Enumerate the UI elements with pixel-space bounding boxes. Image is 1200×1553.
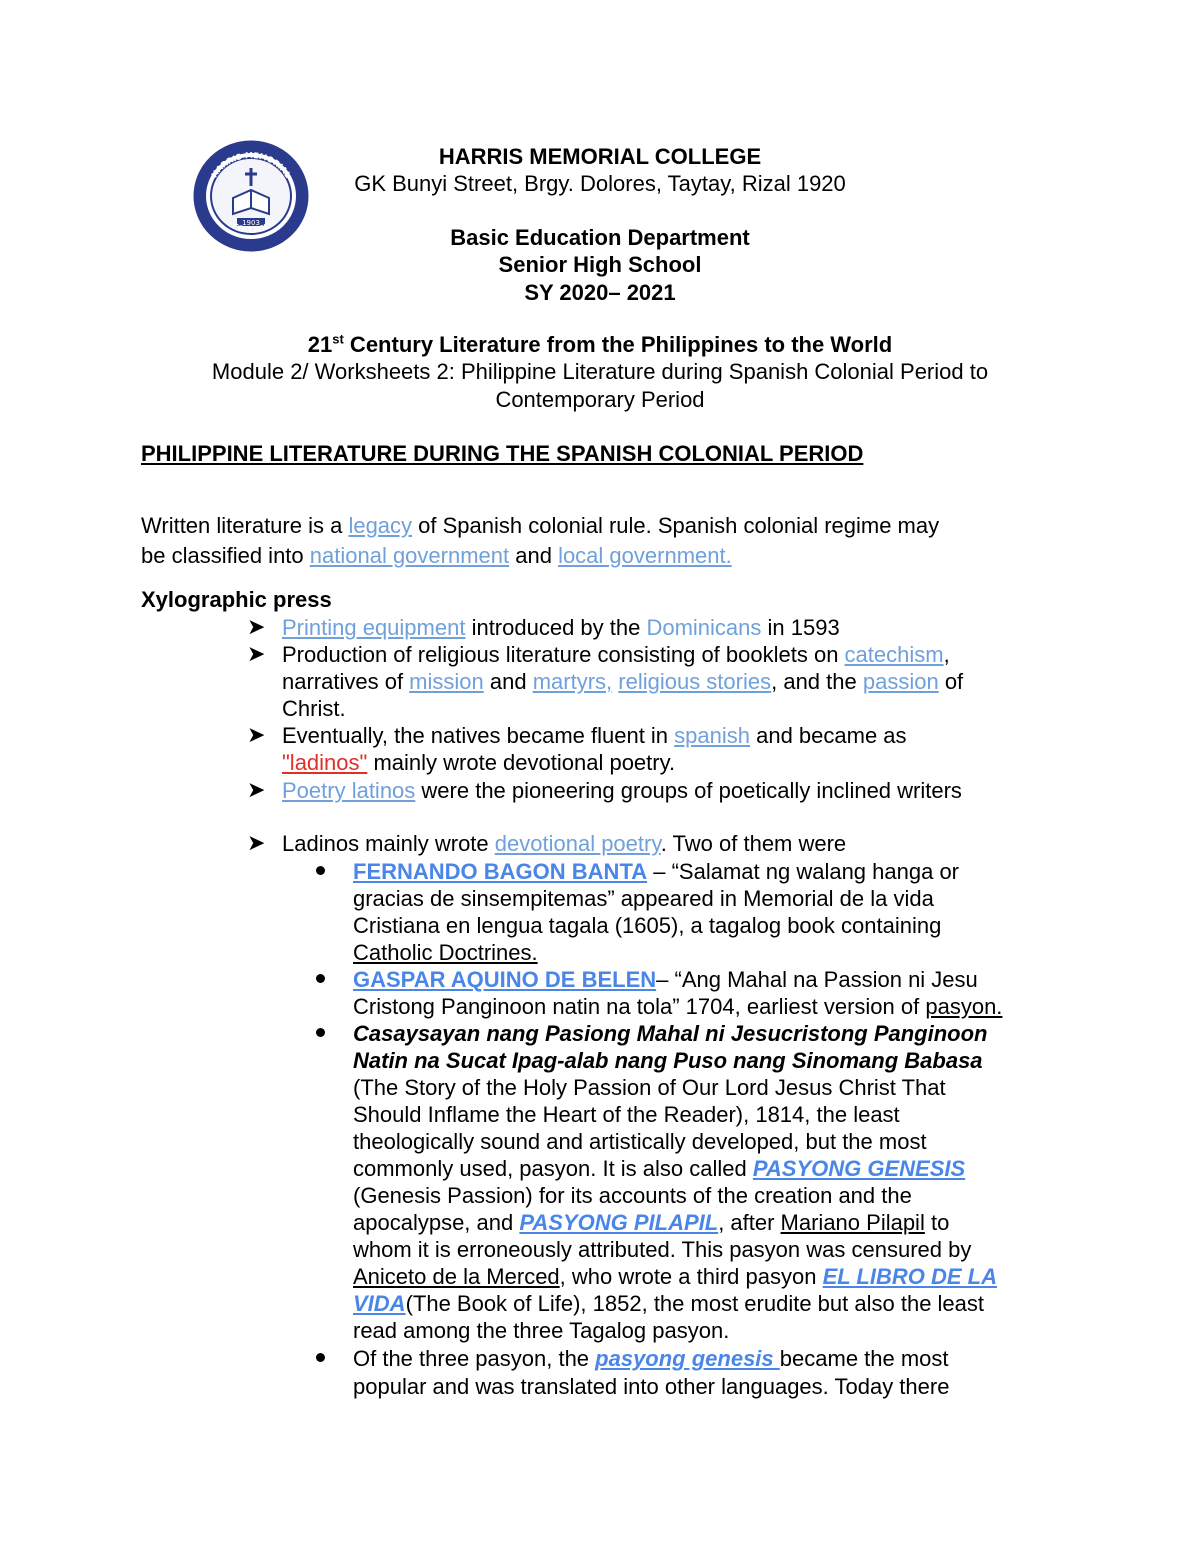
sub-1-line-4: Catholic Doctrines. [353,940,538,965]
section-heading: PHILIPPINE LITERATURE DURING THE SPANISH COLONIAL PERIOD [141,441,864,466]
sub-4-line-1: Of the three pasyon, the pasyong genesis became the most [353,1346,949,1371]
xylo-bullet-3-line-2: "ladinos" mainly wrote devotional poetry. [282,750,676,775]
arrow-bullet-icon: ➤ [247,641,266,666]
sub-1-line-2: gracias de sinsempitemas” appeared in Memorial de la vida [353,886,934,911]
sub-2-line-2: Cristong Panginoon natin na tola” 1704, earliest version of pasyon. [353,994,1003,1019]
school-level: Senior High School [498,252,702,277]
link-mission[interactable]: mission [409,669,484,694]
module-line-1: Module 2/ Worksheets 2: Philippine Literature during Spanish Colonial Period to [211,359,989,384]
sub-4-line-2: popular and was translated into other languages. Today there [353,1374,950,1399]
intro-line-1: Written literature is a legacy of Spanish colonial rule. Spanish colonial regime may [141,513,940,538]
xylo-bullet-2-line-3: Christ. [282,696,346,721]
link-legacy[interactable]: legacy [348,513,413,538]
link-local-government[interactable]: local government. [558,543,732,568]
sub-3-line-10: Aniceto de la Merced, who wrote a third pasyon EL LIBRO DE LA [353,1264,997,1289]
link-pasyong-genesis-2[interactable]: pasyong genesis [595,1346,780,1371]
svg-text:COLLEGE: COLLEGE [230,221,272,235]
link-fernando-bagon-banta[interactable]: FERNANDO BAGON BANTA [353,859,648,884]
sub-3-line-2: Natin na Sucat Ipag-alab nang Puso nang Sinomang Babasa [353,1048,983,1073]
link-religious-stories[interactable]: religious stories [618,669,772,694]
xylo-bullet-4: Poetry latinos were the pioneering groups of poetically inclined writers [282,778,962,803]
sub-2-line-1: GASPAR AQUINO DE BELEN– “Ang Mahal na Passion ni Jesu [353,967,978,992]
xylo-bullet-1: Printing equipment introduced by the Dominicans in 1593 [282,615,840,640]
sub-1-line-3: Cristiana en lengua tagala (1605), a tagalog book containing [353,913,942,938]
sub-3-line-6: commonly used, pasyon. It is also called PASYONG GENESIS [353,1156,966,1181]
intro-line-2: be classified into national government and local government. [141,543,732,568]
department-name: Basic Education Department [450,225,750,250]
link-el-libro-de-la-vida[interactable]: EL LIBRO DE LA [822,1264,997,1289]
link-pasyong-genesis[interactable]: PASYONG GENESIS [752,1156,966,1181]
link-ladinos[interactable]: "ladinos" [282,750,368,775]
bullet-dot-icon [316,866,325,875]
course-title: 21st Century Literature from the Philippines to the World [307,331,893,357]
link-catechism[interactable]: catechism [844,642,944,667]
link-martyrs[interactable]: martyrs, [532,669,613,694]
link-vida[interactable]: VIDA [353,1291,406,1316]
sub-3-line-12: read among the three Tagalog pasyon. [353,1318,730,1343]
arrow-bullet-icon: ➤ [247,722,266,747]
link-pasyong-pilapil[interactable]: PASYONG PILAPIL [519,1210,719,1235]
sub-3-line-5: theologically sound and artistically developed, but the most [353,1129,927,1154]
link-gaspar-aquino-de-belen[interactable]: GASPAR AQUINO DE BELEN [353,967,657,992]
college-name: HARRIS MEMORIAL COLLEGE [438,144,762,169]
college-address: GK Bunyi Street, Brgy. Dolores, Taytay, Rizal 1920 [354,171,846,196]
link-printing-equipment[interactable]: Printing equipment [282,615,466,640]
sub-3-line-8: apocalypse, and PASYONG PILAPIL, after Mariano Pilapil to [353,1210,950,1235]
xylo-bullet-5: Ladinos mainly wrote devotional poetry. Two of them were [282,831,847,856]
sub-3-line-4: Should Inflame the Heart of the Reader), 1814, the least [353,1102,900,1127]
arrow-bullet-icon: ➤ [247,777,266,802]
link-passion[interactable]: passion [862,669,939,694]
sub-1-line-1: FERNANDO BAGON BANTA – “Salamat ng walang hanga or [353,859,960,884]
arrow-bullet-icon: ➤ [247,830,266,855]
sub-3-line-11: VIDA(The Book of Life), 1852, the most erudite but also the least [353,1291,985,1316]
link-spanish[interactable]: spanish [674,723,750,748]
arrow-bullet-icon: ➤ [247,614,266,639]
sub-3-line-9: whom it is erroneously attributed. This pasyon was censured by [353,1237,972,1262]
module-line-2: Contemporary Period [495,387,705,412]
sub-3-line-3: (The Story of the Holy Passion of Our Lord Jesus Christ That [353,1075,946,1100]
bullet-dot-icon [316,974,325,983]
bullet-dot-icon [316,1028,325,1037]
link-dominicans[interactable]: Dominicans [646,615,762,640]
link-national-government[interactable]: national government [309,543,510,568]
bullet-dot-icon [316,1353,325,1362]
sub-3-line-1: Casaysayan nang Pasiong Mahal ni Jesucristong Panginoon [353,1021,988,1046]
xylo-bullet-2-line-1: Production of religious literature consisting of booklets on catechism, [282,642,950,667]
xylographic-heading: Xylographic press [141,587,332,612]
school-year: SY 2020– 2021 [524,280,676,305]
svg-text:1903: 1903 [242,219,260,227]
xylo-bullet-2-line-2: narratives of mission and martyrs, religious stories, and the passion of [282,669,964,694]
link-devotional-poetry[interactable]: devotional poetry [494,831,661,856]
svg-text:HARRIS MEMORIAL: HARRIS MEMORIAL [209,150,293,180]
sub-3-line-7: (Genesis Passion) for its accounts of the creation and the [353,1183,912,1208]
link-poetry-latinos[interactable]: Poetry latinos [282,778,416,803]
xylo-bullet-3-line-1: Eventually, the natives became fluent in spanish and became as [282,723,907,748]
